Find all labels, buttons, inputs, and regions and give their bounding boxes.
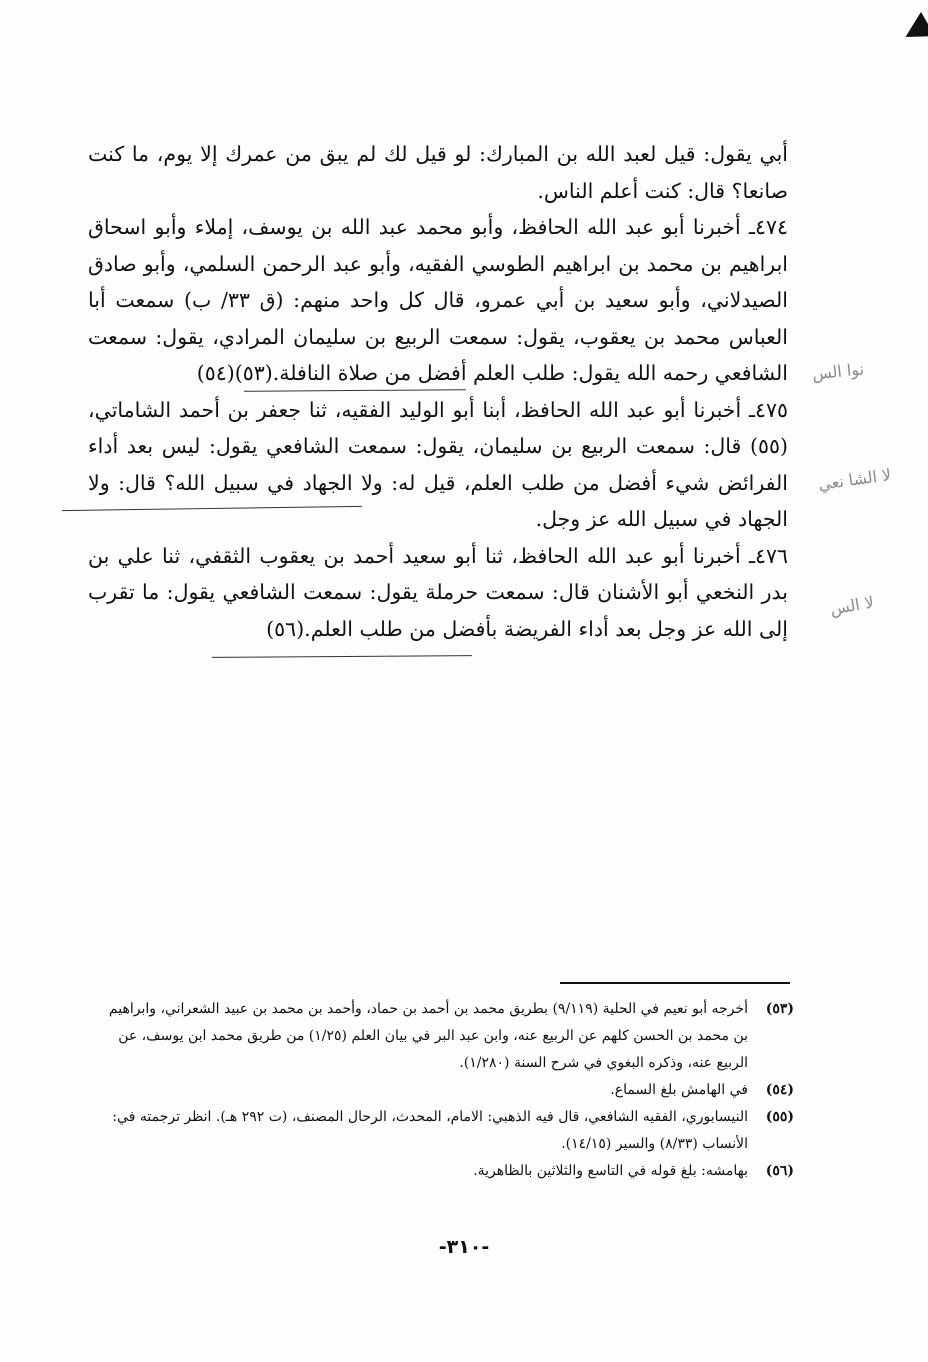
page-number: -٣١٠- xyxy=(438,1236,490,1258)
corner-arrow-mark xyxy=(898,12,928,49)
footnote-text: في الهامش بلغ السماع. xyxy=(610,1082,748,1098)
footnote xyxy=(106,1077,794,1104)
footnote-number: (٥٥) xyxy=(765,1109,794,1125)
paragraph-474: ٤٧٤ـ أخبرنا أبو عبد الله الحافظ، وأبو محمد عبد الله بن يوسف، إملاء وأبو اسحاق ابراهيم بن محمد بن ابراهيم الطوسي الفقيه، وأبو عبد الرحمن السلمي، وأبو صادق الصيدلاني، وأبو سعيد بن أبي عمرو، قال كل واحد منهم: (ق ٣٣/ ب) سمعت أبا العباس محمد بن يعقوب، يقول: سمعت الربيع بن سليمان المرادي، يقول: سمعت الشافعي رحمه الله يقول: طلب العلم أفضل من صلاة النافلة.(٥٣)(٥٤) xyxy=(88,215,788,385)
margin-handwritten-note: لا الس xyxy=(828,592,876,619)
footnote-number: (٥٤) xyxy=(765,1082,794,1098)
margin-handwritten-note: نوا الس xyxy=(811,359,865,384)
footnote xyxy=(106,996,794,1077)
footnote-text: النيسابوري، الفقيه الشافعي، قال فيه الذهبي: الامام، المحدث، الرحال المصنف، (ت ٢٩٢ هـ). انظر ترجمته في: الأنساب (٨/٣٣) والسير (١٤/١٥). xyxy=(112,1109,748,1152)
footnote-text: أخرجه أبو نعيم في الحلية (٩/١١٩) بطريق محمد بن أحمد بن حماد، وأحمد بن محمد بن عبيد الشعراني، وابراهيم بن محمد بن الحسن كلهم عن الربيع عنه، وابن عبد البر في بيان العلم (١/٢٥) من طريق محمد ابن يوسف، عن الربيع عنه، وذكره البغوي في شرح السنة (١/٢٨٠). xyxy=(108,1001,748,1071)
handwritten-underline xyxy=(212,655,472,658)
main-text xyxy=(88,136,788,647)
paragraph-476: ٤٧٦ـ أخبرنا أبو عبد الله الحافظ، ثنا أبو سعيد أحمد بن يعقوب الثقفي، ثنا علي بن بدر النخعي أبو الأشنان قال: سمعت حرملة يقول: سمعت الشافعي يقول: ما تقرب إلى الله عز وجل بعد أداء الفريضة بأفضل من طلب العلم.(٥٦) xyxy=(88,543,788,641)
footnote-number: (٥٦) xyxy=(765,1163,794,1179)
footnote-number: (٥٣) xyxy=(765,1001,794,1017)
footnotes xyxy=(106,996,794,1185)
footnote-text: بهامشه: بلغ قوله في التاسع والثلاثين بالظاهرية. xyxy=(473,1163,748,1179)
paragraph-475: ٤٧٥ـ أخبرنا أبو عبد الله الحافظ، أبنا أبو الوليد الفقيه، ثنا جعفر بن أحمد الشاماتي،(٥٥) قال: سمعت الربيع بن سليمان، يقول: سمعت الشافعي يقول: ليس بعد أداء الفرائض شيء أفضل من طلب العلم، قيل له: ولا الجهاد في سبيل الله؟ قال: ولا الجهاد في سبيل الله عز وجل. xyxy=(88,397,788,531)
footnote-separator xyxy=(560,982,790,984)
paragraph-intro: أبي يقول: قيل لعبد الله بن المبارك: لو قيل لك لم يبق من عمرك إلا يوم، ما كنت صانعا؟ قال: كنت أعلم الناس. xyxy=(88,142,788,203)
margin-handwritten-note: لا الشا نعي xyxy=(817,464,893,495)
footnote xyxy=(106,1104,794,1158)
footnote xyxy=(106,1158,794,1185)
